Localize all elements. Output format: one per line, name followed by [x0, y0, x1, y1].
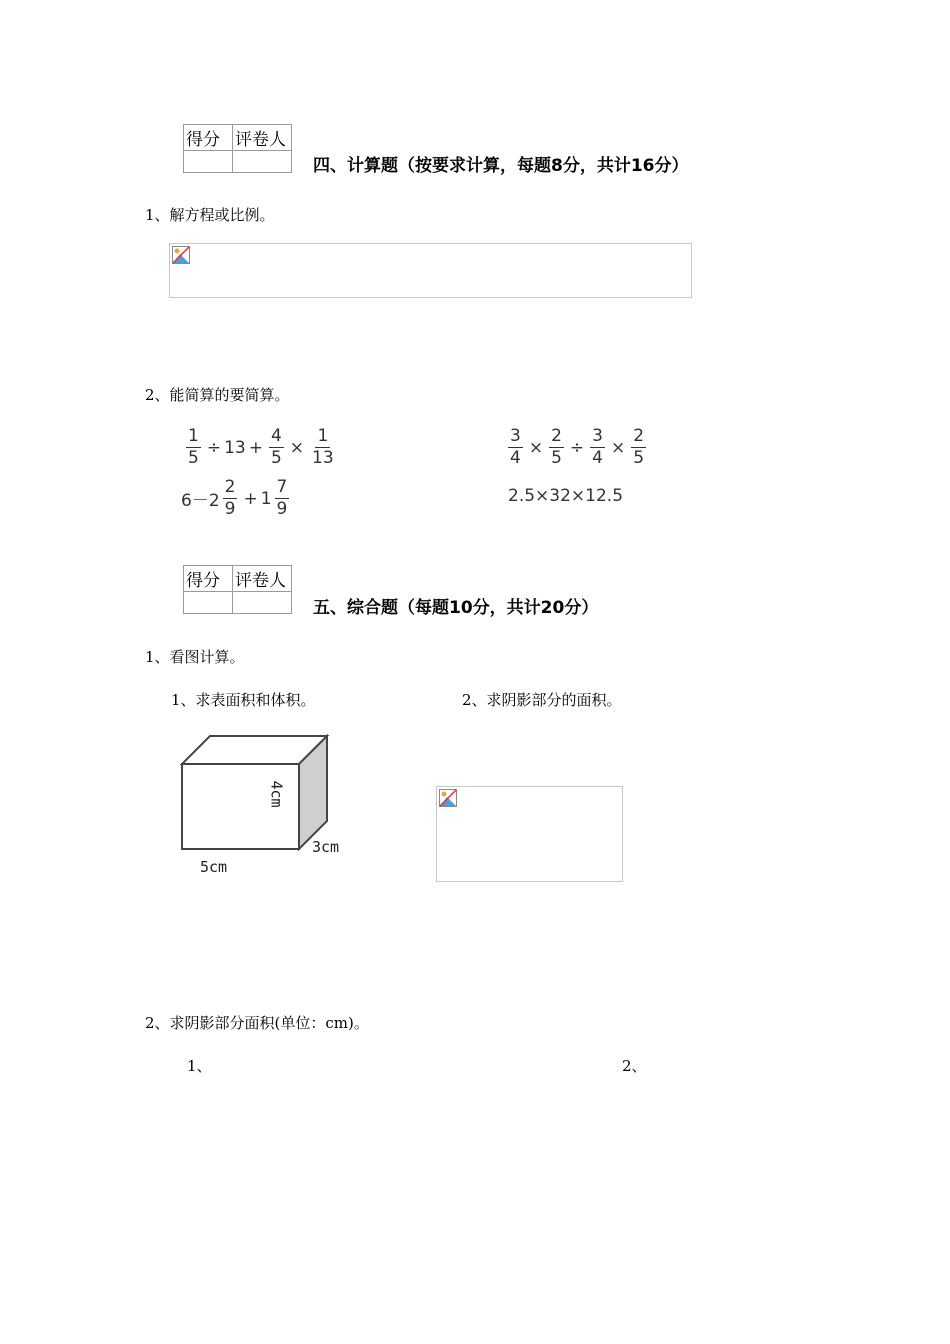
divide-sign: ÷ — [569, 437, 585, 458]
expression-4: 2.5×32×12.5 — [508, 486, 624, 506]
times-sign: × — [610, 437, 626, 458]
times-sign: × — [289, 437, 305, 458]
grader-cell — [233, 151, 292, 173]
question-2: 2、求阴影部分面积(单位：cm)。 — [145, 1014, 369, 1032]
score-cell — [184, 592, 233, 614]
times-sign: × — [528, 437, 544, 458]
question-1: 1、解方程或比例。 — [145, 206, 275, 224]
fraction: $\frac{1}{13}$ — [312, 426, 334, 468]
width-label: 5cm — [200, 858, 228, 876]
fraction: $\frac{1}{5}$ — [188, 426, 199, 468]
fraction: $\frac{2}{5}$ — [551, 426, 562, 468]
question-2: 2、能简算的要简算。 — [145, 386, 290, 404]
section-title: 五、综合题（每题10分，共计20分） — [313, 598, 599, 618]
grader-label: 评卷人 — [233, 125, 292, 151]
image-placeholder — [436, 786, 623, 882]
broken-image-icon — [439, 789, 457, 807]
sub-question-2: 2、 — [622, 1057, 647, 1075]
cuboid-figure — [176, 733, 351, 878]
fraction: $\frac{7}{9}$ — [276, 477, 288, 519]
score-table — [183, 124, 292, 173]
fraction: $\frac{3}{4}$ — [592, 426, 603, 468]
fraction: $\frac{4}{5}$ — [270, 426, 282, 468]
divide-sign: ÷ — [206, 437, 222, 458]
sub-question-2: 2、求阴影部分的面积。 — [462, 691, 622, 709]
score-cell — [184, 151, 233, 173]
sub-question-1: 1、求表面积和体积。 — [171, 691, 316, 709]
score-label: 得分 — [184, 566, 233, 592]
section-title: 四、计算题（按要求计算，每题8分，共计16分） — [313, 156, 689, 176]
fraction: $\frac{2}{5}$ — [633, 426, 645, 468]
whole-number: 1 — [260, 488, 272, 509]
fraction: $\frac{3}{4}$ — [510, 426, 521, 468]
grader-cell — [233, 592, 292, 614]
depth-label: 3cm — [312, 838, 340, 856]
expression-1 — [183, 426, 339, 469]
expression-3 — [181, 477, 292, 520]
height-label: 4cm — [267, 780, 286, 808]
score-table — [183, 565, 292, 614]
score-label: 得分 — [184, 125, 233, 151]
plus-sign: + — [248, 437, 263, 458]
broken-image-icon — [172, 246, 190, 264]
sub-question-1: 1、 — [187, 1057, 212, 1075]
grader-label: 评卷人 — [233, 566, 292, 592]
number: 13 — [224, 437, 246, 458]
expression-lead: 6－2 — [181, 491, 220, 511]
plus-sign: + — [243, 488, 258, 509]
fraction: $\frac{2}{9}$ — [224, 477, 236, 519]
question-1: 1、看图计算。 — [145, 648, 245, 666]
image-placeholder — [169, 243, 692, 298]
expression-2 — [505, 426, 649, 469]
